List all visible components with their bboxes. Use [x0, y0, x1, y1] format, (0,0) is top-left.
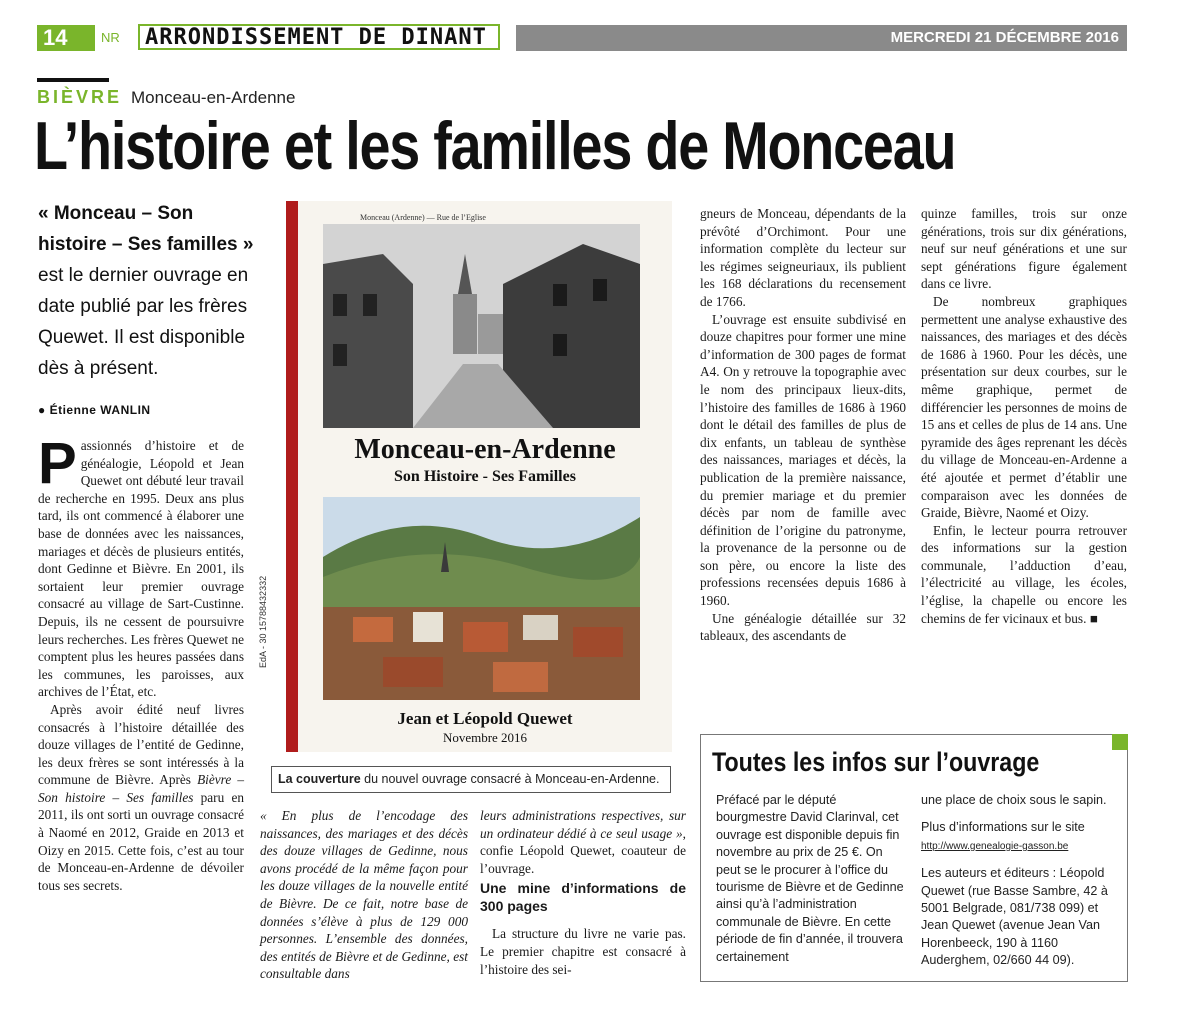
subheading: Une mine d’informations de 300 pages: [480, 880, 686, 915]
village-street-photo: [323, 224, 640, 428]
body-column-1: [38, 431, 245, 894]
body-column-4: [921, 205, 1127, 627]
pull-quote: « En plus de l’encodage des naissances, des mariages et des décès des douze villages de Gedinne, nous avons procédé de la même façon pour les douze villages de la nouvelle entité de Bièvre. De ce fait, notre base de données s’élève à plus de 129 000 personnes. L’ensemble des données, des entités de Bièvre et de Gedinne, est consultable dans: [260, 808, 468, 982]
body-column-3: [700, 205, 906, 645]
section-title: ARRONDISSEMENT DE DINANT: [138, 24, 500, 50]
book-title: Bièvre – Son histoire – Ses familles: [38, 772, 244, 805]
quote-attribution: , confie Léopold Quewet, coauteur de l’ouvrage.: [480, 825, 686, 876]
paragraph: paru en 2011, ils ont sorti un ouvrage consacré à Naomé en 2012, Graide en 2013 et Oizy en 2015. Cette fois, c’est au tour de Monceau-en-Ardenne de dévoiler tous ses secrets.: [38, 789, 245, 893]
body-column-2: [480, 807, 686, 978]
cover-title: Monceau-en-Ardenne: [354, 434, 616, 465]
photo-credit: EdA - 30 15788432332: [258, 575, 268, 668]
info-box-left-text: Préfacé par le député bourgmestre David Clarinval, cet ouvrage est disponible depuis fin novembre au prix de 25 €. On peut se le procurer à l’office du tourisme de Bièvre et de Gedinne ainsi qu’à l’administration communale de Bièvre. En cette période de fin d’année, il trouvera certainement: [716, 793, 904, 964]
info-box-accent: [1112, 734, 1128, 750]
caption-rest: du nouvel ouvrage consacré à Monceau-en-Ardenne.: [360, 772, 660, 786]
cover-authors: Jean et Léopold Quewet: [397, 709, 573, 728]
street-illustration: [323, 224, 640, 428]
paragraph: Après avoir édité neuf livres consacrés à l’histoire détaillée des douze villages de l’entité de Gedinne, les deux frères se sont intéressés à la commune de Bièvre. Après: [38, 701, 244, 788]
headline: L’histoire et les familles de Monceau: [34, 108, 956, 184]
kicker: BIÈVRE: [37, 87, 123, 107]
info-box-title: Toutes les infos sur l’ouvrage: [712, 747, 1040, 777]
paragraph: La structure du livre ne varie pas. Le premier chapitre est consacré à l’histoire des sei-: [480, 926, 686, 977]
chapo-rest: est le dernier ouvrage en date publié par les frères Quewet. Il est disponible dès à présent.: [38, 265, 249, 379]
paragraph: gneurs de Monceau, dépendants de la prévôté d’Orchimont. Pour une information complète du lecteur sur les régimes seigneuriaux, ils publient les 168 déclarations du recensement de 1766.: [700, 206, 906, 309]
info-box-right-text: [921, 792, 1117, 980]
kicker-rule: [37, 78, 109, 82]
paragraph: L’ouvrage est ensuite subdivisé en douze chapitres pour former une mine d’information de 300 pages de format A4. On y retrouve la topographie avec le nom des principaux lieux-dits, l’histoire des familles de 1686 à 1960 dont le détail des familles de plus de dix enfants, un tableau de synthèse des naissances, mariages et décès, la publication de la première naissance, du premier mariage et du premier décès par nom de famille avec définition de l’origine du patronyme, la provenance de la personne ou de son père, ou encore la liste des professions recensées depuis 1686 à 1960.: [700, 311, 906, 609]
info-text: Plus d’informations sur le site: [921, 820, 1085, 835]
nr-label: NR: [101, 30, 120, 45]
chapo: [38, 198, 263, 384]
quote-end: leurs administrations respectives, sur un ordinateur dédié à ce seul usage »: [480, 808, 686, 841]
cover-subtitle: Son Histoire - Ses Familles: [394, 468, 576, 485]
website-link[interactable]: http://www.genealogie-gasson.be: [921, 840, 1069, 852]
info-paragraph: Les auteurs et éditeurs : Léopold Quewet (rue Basse Sambre, 42 à 5001 Belgrade, 081/738 099) et Jean Quewet (avenue Jean Van Horenbeeck, 190 à 1160 Auderghem, 02/660 44 09).: [921, 866, 1108, 968]
paragraph: quinze familles, trois sur onze générations, trois sur dix générations, neuf sur neuf générations et une sur sept générations figure également dans ce livre.: [921, 206, 1127, 292]
cover-date: Novembre 2016: [442, 730, 528, 745]
info-paragraph: [921, 819, 1117, 855]
page-number: 14: [37, 25, 95, 51]
locality: Monceau-en-Ardenne: [131, 88, 296, 107]
byline: ● Étienne WANLIN: [38, 403, 151, 417]
paragraph: Une généalogie détaillée sur 32 tableaux, des ascendants de: [700, 610, 906, 644]
issue-date: MERCREDI 21 DÉCEMBRE 2016: [516, 25, 1127, 51]
drop-cap: P: [38, 431, 77, 496]
caption-bold: La couverture: [278, 772, 361, 786]
paragraph: Enfin, le lecteur pourra retrouver des informations sur la gestion communale, l’adduction d’eau, l’électricité au village, les écoles, l’église, la chapelle ou encore les chemins de fer vicinaux et bus. ■: [921, 522, 1127, 626]
info-paragraph: une place de choix sous le sapin.: [921, 793, 1107, 807]
photo-caption: [271, 766, 671, 793]
village-landscape-photo: [323, 497, 640, 700]
paragraph: assionnés d’histoire et de généalogie, Léopold et Jean Quewet ont débuté leur travail de recherche en 1995. Deux ans plus tard, ils ont commencé à élaborer une base de données avec les naissances, mariages et décès de plusieurs entités, dont Gedinne et Bièvre. En 2001, ils sortaient leur premier ouvrage consacré au village de Sart-Custinne. Depuis, ils ne cessent de poursuivre leurs recherches. Les frères Quewet ne comptent plus les heures passées dans les communes, les paroisses, aux archives de l’État, etc.: [38, 438, 244, 700]
chapo-bold: « Monceau – Son histoire – Ses familles »: [38, 203, 254, 255]
paragraph: De nombreux graphiques permettent une analyse exhaustive des naissances, des mariages et des décès de 1686 à 1960. Pour les décès, une présentation sur deux courbes, sur le même graphique, permet de différencier les personnes de moins de 15 ans et celles de plus de 14 ans. Une pyramide des âges reprenant les décès du village de Monceau-en-Ardenne a été ajoutée et permet d’établir une comparaison avec les données de Graide, Bièvre, Naomé et Oizy.: [921, 293, 1127, 521]
cover-photo-caption: Monceau (Ardenne) — Rue de l’Eglise: [360, 213, 486, 222]
landscape-illustration: [323, 497, 640, 700]
